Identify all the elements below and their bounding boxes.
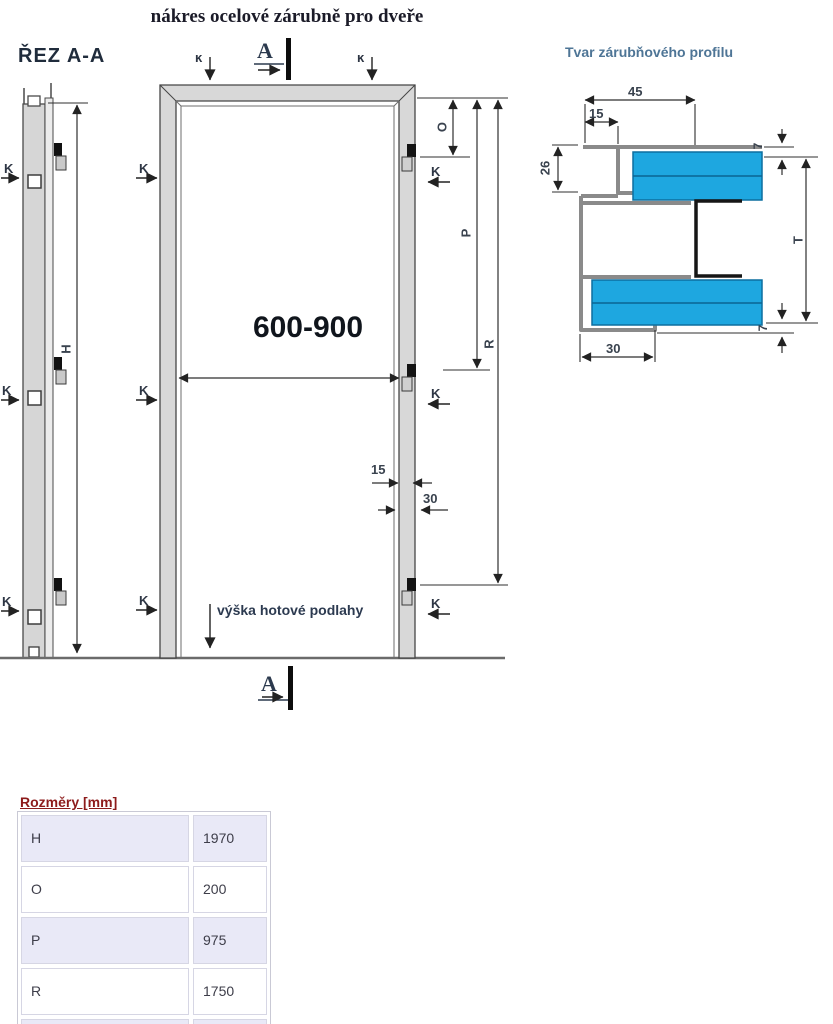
table-cell-label bbox=[21, 1019, 189, 1024]
table-row bbox=[21, 917, 267, 964]
dim-26-label: 26 bbox=[537, 160, 553, 176]
floor-height-note: výška hotové podlahy bbox=[217, 602, 364, 618]
k-label: K bbox=[139, 383, 149, 398]
table-row bbox=[21, 815, 267, 862]
section-view-drawing bbox=[1, 83, 88, 658]
page-title: nákres ocelové zárubně pro dveře bbox=[150, 6, 424, 27]
section-hinges bbox=[54, 143, 66, 605]
k-label: K bbox=[2, 594, 12, 609]
table-row bbox=[21, 1019, 267, 1024]
k-label: K bbox=[139, 161, 149, 176]
table-cell-value: 200 bbox=[193, 866, 267, 913]
k-label: K bbox=[139, 593, 149, 608]
table-cell-label: H bbox=[21, 815, 189, 862]
dim-7-top-label: 7 bbox=[751, 142, 765, 150]
dim-t-label: T bbox=[790, 236, 806, 244]
table-cell-value: 1970 bbox=[193, 815, 267, 862]
k-label: K bbox=[431, 596, 441, 611]
section-mark-a-top: A bbox=[257, 38, 273, 63]
section-mark-a-bottom: A bbox=[261, 671, 277, 696]
door-width-dimension: 600-900 bbox=[252, 311, 364, 344]
k-label: K bbox=[431, 164, 441, 179]
dim-r-label: R bbox=[481, 339, 497, 349]
table-cell-label: R bbox=[21, 968, 189, 1015]
table-cell-value bbox=[193, 1019, 267, 1024]
k-label: K bbox=[2, 383, 12, 398]
table-cell-value: 1750 bbox=[193, 968, 267, 1015]
k-label: K bbox=[431, 386, 441, 401]
table-cell-label: O bbox=[21, 866, 189, 913]
dim-15-label: 15 bbox=[371, 462, 386, 477]
dim-45-label: 45 bbox=[628, 84, 643, 99]
table-cell-label: P bbox=[21, 917, 189, 964]
weld-mark-left: ĸ bbox=[195, 50, 203, 65]
k-label: K bbox=[4, 161, 14, 176]
dim-h-label: H bbox=[58, 344, 74, 354]
table-row bbox=[21, 968, 267, 1015]
table-cell-value: 975 bbox=[193, 917, 267, 964]
dim-o-label: O bbox=[434, 121, 450, 133]
dim-p-label: P bbox=[458, 228, 474, 238]
dim-15-profile-label: 15 bbox=[589, 106, 604, 121]
table-title: Rozměry [mm] bbox=[20, 794, 118, 810]
dimensions-table bbox=[17, 811, 271, 1024]
profile-view-title: Tvar zárubňového profilu bbox=[565, 44, 734, 60]
dim-30-label: 30 bbox=[423, 491, 438, 506]
dim-7-bottom-label: 7 bbox=[756, 324, 770, 332]
section-view-title: ŘEZ A-A bbox=[18, 45, 106, 67]
dim-30-profile-label: 30 bbox=[606, 341, 621, 356]
weld-mark-right: ĸ bbox=[357, 50, 365, 65]
profile-view-drawing bbox=[552, 100, 818, 362]
table-row bbox=[21, 866, 267, 913]
